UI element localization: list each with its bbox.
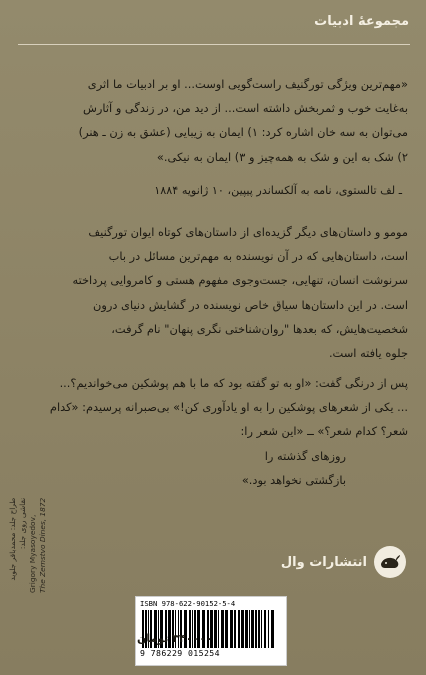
description-line: جلوه یافته است. <box>328 346 408 361</box>
quote-signature: ـ لف تالستوی، نامه به آلکساندر پیپین، ۱۰ ژانویه ۱۸۸۴ <box>154 184 402 197</box>
cover-credit: طراح جلد: محمدباقر جلوید نقاشی روی جلد: Grigory Myasoyedov, The Zemstvo Dines, 1872 <box>8 497 47 593</box>
poem-line: روزهای گذشته را <box>264 448 346 463</box>
excerpt-line: شعر؟ کدام شعر؟» ــ «این شعر را: <box>240 424 408 439</box>
excerpt-line: پس از درنگی گفت: «او به تو گفته بود که ما با هم پوشکین می‌خواندیم؟... <box>59 376 408 390</box>
quote-line: به‌غایت خوب و ثمربخش داشته است... از دید من، در زندگی و آثارش <box>82 101 408 116</box>
description-line: سرنوشت انسان، تنهایی، جست‌وجوی مفهوم هستی و کامروایی پرداخته <box>72 273 408 288</box>
whale-icon <box>374 546 406 578</box>
isbn-label: ISBN 978-622-90152-5-4 <box>140 599 236 608</box>
quote-line: می‌توان به سه خان اشاره کرد: ۱) ایمان به زیبایی (عشق به زن ـ هنر) <box>78 125 408 140</box>
divider-line <box>18 44 410 45</box>
publisher-logo <box>281 546 406 578</box>
quote-line: ۲) شک به این و شک به همه‌چیز و ۳) ایمان به نیکی.» <box>156 149 408 164</box>
price: ۳۴۰۰۰۰ تومان <box>137 632 213 645</box>
publisher-name: انتشارات وال <box>280 554 367 570</box>
poem-line: بازگشتی نخواهد بود.» <box>241 472 346 487</box>
excerpt-line: ... یکی از شعرهای پوشکین را به او یادآوری کن!» بی‌صبرانه پرسیدم: «کدام <box>49 400 408 415</box>
description-line: مومو و داستان‌های دیگر گزیده‌ای از داستان‌های کوتاه ایوان تورگنیف <box>88 225 408 239</box>
isbn-digits: 9 786229 015254 <box>140 648 220 658</box>
poem <box>12 444 408 492</box>
excerpt-block <box>12 371 408 492</box>
quote-line: «مهم‌ترین ویژگی تورگنیف راست‌گویی اوست... او بر ادبیات ما اثری <box>87 77 408 91</box>
description-block <box>12 220 408 365</box>
quote-block <box>12 72 408 169</box>
series-title: مجموعهٔ ادبیات <box>314 14 409 29</box>
description-line: شخصیت‌هایش، که بعدها "روان‌شناختی نگری پنهان" نام گرفت، <box>111 321 408 336</box>
description-line: است، داستان‌هایی که در آن نویسنده به مهم‌ترین مسائل در باب <box>108 249 408 264</box>
description-line: است. در این داستان‌ها سیاق خاص نویسنده در گشایش دنیای درون <box>93 297 408 312</box>
